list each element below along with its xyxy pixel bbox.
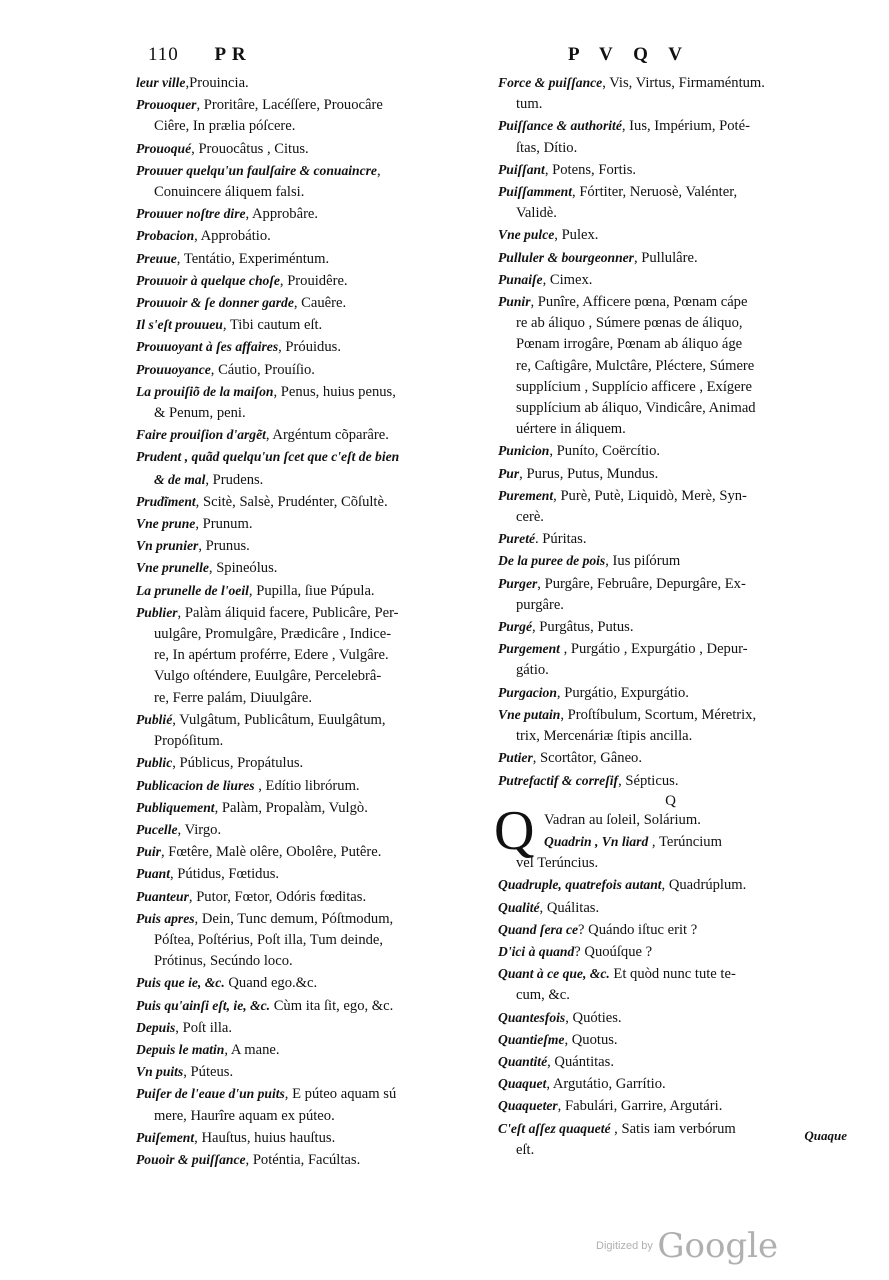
entry [498, 291, 843, 313]
entry-headword: Quand ſera ce [498, 921, 579, 937]
entry [136, 908, 472, 930]
entry-headword: Putier [498, 750, 533, 766]
entry-continuation: gátio. [516, 662, 549, 679]
entry-headword: Prouuer noſtre dire [136, 206, 246, 222]
entry-continuation: re ab áliquo , Súmere pœnas de áliquo, [516, 315, 743, 332]
entry-headword: Vne putain [498, 706, 561, 722]
section-letter: Q [665, 792, 676, 809]
entry-body: Et quòd nunc tute te- [609, 966, 736, 983]
digitized-prefix: Digitized by [596, 1240, 653, 1252]
entry [136, 336, 472, 358]
entry [136, 841, 472, 863]
entry [498, 485, 843, 507]
entry-headword: Vne prune [136, 516, 196, 532]
entry [136, 1127, 472, 1149]
entry-continuation: Prótinus, Secúndo loco. [154, 953, 293, 970]
entry-headword: Prudĩment [136, 493, 196, 509]
entry-continuation: uértere in áliquem. [516, 421, 626, 438]
entry-continuation: tum. [516, 96, 543, 113]
entry-headword: Puiſſance & authorité [498, 118, 622, 134]
entry-body: ? Quándo iſtuc erit ? [578, 921, 698, 938]
entry-body: , Edítio librórum. [254, 777, 360, 794]
entry [498, 159, 843, 181]
entry-continuation: mere, Haurîre aquam ex púteo. [154, 1107, 335, 1124]
entry [498, 682, 843, 704]
entry-body: , Prunus. [198, 538, 250, 555]
entry-continuation: Pœnam irrogâre, Pœnam ab áliquo áge [516, 336, 743, 353]
entry-headword: Faire prouiſion d'argẽt [136, 427, 266, 443]
entry-body: , Pullulâre. [633, 249, 698, 266]
entry [136, 491, 472, 513]
entry-headword: La prunelle de l'oeil [136, 582, 249, 598]
digitized-watermark [596, 1226, 778, 1266]
entry-continuation: cum, &c. [516, 987, 570, 1004]
entry [136, 513, 472, 535]
entry-body: , Prouocâtus , Citus. [191, 140, 309, 157]
entry-body: Quand ego.&c. [224, 975, 318, 992]
entry-headword: Pur [498, 465, 520, 481]
entry-headword: Putrefactif & correſif [498, 772, 619, 788]
entry [498, 1051, 843, 1073]
entry-headword: Puis que ie, &c. [136, 975, 225, 991]
entry-body: , Argéntum cõparâre. [265, 427, 389, 444]
entry [498, 941, 843, 963]
entry-body: , Fœtêre, Malè olêre, Obolêre, Putêre. [160, 844, 382, 861]
entry-headword: Vne pulce [498, 227, 555, 243]
entry-body: , Sépticus. [618, 772, 679, 789]
entry [498, 115, 843, 137]
entry-continuation: supplícium , Supplício afficere , Exígere [516, 378, 753, 395]
google-logo: Google [657, 1226, 779, 1266]
entry [498, 831, 843, 853]
entry [498, 919, 843, 941]
entry [136, 819, 472, 841]
entry [136, 1039, 472, 1061]
entry-body: Cùm ita ſit, ego, &c. [270, 997, 394, 1014]
entry-headword: Vn prunier [136, 538, 199, 554]
entry-body: , Quotus. [564, 1031, 618, 1048]
entry-continuation: Ciêre, In prælia póſcere. [154, 118, 296, 135]
entry [136, 1061, 472, 1083]
entry-body: , E púteo aquam sú [284, 1086, 397, 1103]
entry-body: , Terúncium [648, 833, 722, 850]
entry [136, 775, 472, 797]
entry-continuation: uulgâre, Promulgâre, Prædicâre , Indice- [154, 626, 392, 643]
entry-body: , Approbátio. [194, 228, 271, 245]
entry [136, 709, 472, 731]
entry-body: , Purgátio , Expurgátio , Depur- [559, 641, 748, 658]
entry [136, 886, 472, 908]
entry-continuation: trix, Mercenáriæ ſtipis ancilla. [516, 728, 693, 745]
entry [498, 181, 843, 203]
entry-headword: Depuis le matin [136, 1041, 225, 1057]
entry-headword: Depuis [136, 1019, 176, 1035]
entry-body: , Palàm áliquid facere, Publicâre, Per- [177, 604, 399, 621]
entry-body: , Puníto, Coërcítio. [549, 443, 661, 460]
entry-headword: Prouuoir à quelque choſe [136, 272, 280, 288]
entry [136, 863, 472, 885]
entry [136, 292, 472, 314]
entry [498, 269, 843, 291]
entry-continuation: Validè. [516, 205, 557, 222]
q-section-start [494, 799, 843, 862]
entry-headword: C'eſt aſſez quaqueté [498, 1120, 611, 1136]
entry-headword: Quadruple, quatrefois autant [498, 877, 662, 893]
entry-headword: Prouuoir & ſe donner garde [136, 295, 294, 311]
entry [498, 874, 843, 896]
left-column [136, 72, 472, 1171]
entry-headword: Publier [136, 604, 178, 620]
entry-headword: Vn puits [136, 1064, 184, 1080]
entry [136, 995, 472, 1017]
entry-headword: & de mal [154, 471, 206, 487]
entry-body: , Púteus. [183, 1064, 234, 1081]
entry-headword: Public [136, 755, 173, 771]
entry-body: , Pútidus, Fœtidus. [170, 866, 280, 883]
entry-headword: Qualité [498, 899, 540, 915]
entry-continuation: re, In apértum proférre, Edere , Vulgâre. [154, 647, 389, 664]
entry-body: , Purgâre, Februâre, Depurgâre, Ex- [537, 575, 746, 592]
entry [498, 963, 843, 985]
drop-cap: Q [494, 799, 535, 862]
entry-headword: Punaiſe [498, 271, 543, 287]
entry-headword: Quant à ce que, &c. [498, 966, 610, 982]
entry-headword: Puir [136, 844, 161, 860]
entry-body: , Pulex. [554, 227, 599, 244]
entry-headword: Probacion [136, 228, 195, 244]
entry-headword: Pucelle [136, 821, 178, 837]
entry-headword: Prouuer quelqu'un faulſaire & conuaincre [136, 162, 377, 178]
entry-headword: Quadrin , Vn liard [544, 833, 649, 849]
entry-headword: Prouoqué [136, 140, 192, 156]
entry [136, 225, 472, 247]
entry-body: , Palàm, Propalàm, Vulgò. [214, 799, 368, 816]
entry-headword: Punir [498, 294, 531, 310]
entry-body: , Scitè, Salsè, Prudénter, Cõſultè. [195, 493, 388, 510]
entry-continuation: vel Terúncius. [516, 855, 599, 872]
entry-body: , Argutátio, Garrítio. [546, 1076, 666, 1093]
entry-body: , Vis, Virtus, Firmaméntum. [602, 75, 765, 91]
entry-headword: Publicacion de liures [136, 777, 255, 793]
entry [136, 424, 472, 446]
entry [498, 770, 843, 792]
entry-headword: Il s'eſt prouueu [136, 317, 223, 333]
entry-headword: Quaquet [498, 1076, 547, 1092]
entry-headword: Prouoquer [136, 97, 197, 113]
entry-continuation: cerè. [516, 509, 544, 526]
entry [136, 72, 472, 94]
entry [136, 203, 472, 225]
entry-body: , Ius piſórum [605, 553, 681, 570]
entry-body: , Scortâtor, Gâneo. [532, 750, 642, 767]
entry-body: , Proſtíbulum, Scortum, Méretrix, [560, 706, 757, 723]
entry-continuation: & Penum, peni. [154, 405, 246, 422]
entry [136, 602, 472, 624]
entry-headword: Puanteur [136, 888, 189, 904]
catchword: Quaque [804, 1128, 847, 1143]
right-column [494, 72, 843, 1161]
entry [136, 138, 472, 160]
entry-continuation: Conuincere áliquem falsi. [154, 184, 305, 201]
entry-body: Vadran au ſoleil, Solárium. [544, 811, 701, 828]
entry-headword: Puiſement [136, 1129, 195, 1145]
entry [136, 535, 472, 557]
entry [136, 1149, 472, 1171]
entry-body: , Ius, Impérium, Poté- [621, 118, 750, 135]
entry-body: , Purgâtus, Putus. [531, 619, 634, 636]
entry [498, 1007, 843, 1029]
entry [498, 747, 843, 769]
entry-headword: Force & puiſſance [498, 75, 603, 90]
entry-body: , Putor, Fœtor, Odóris fœditas. [188, 888, 367, 905]
entry-body: , Spineólus. [208, 560, 278, 577]
entry [136, 797, 472, 819]
entry [498, 440, 843, 462]
entry-headword: Quaqueter [498, 1098, 558, 1114]
entry-continuation: supplícium ab áliquo, Vindicâre, Animad [516, 400, 756, 417]
entry-headword: Purger [498, 575, 538, 591]
entry [136, 557, 472, 579]
entry [136, 248, 472, 270]
entry [498, 1029, 843, 1051]
entry-body: , Virgo. [177, 821, 222, 838]
right-entries [498, 72, 843, 792]
entry [136, 1083, 472, 1105]
entry [136, 270, 472, 292]
entry-headword: Publiquement [136, 799, 215, 815]
entry-headword: Prudent , quãd quelqu'un ſcet que c'eſt de bien [136, 449, 400, 465]
entry-body: , Quántitas. [547, 1053, 614, 1070]
page-header-left [148, 44, 247, 66]
entry [136, 469, 472, 491]
entry-body: , Tentátio, Experiméntum. [176, 250, 330, 267]
entry [136, 752, 472, 774]
entry-body: ? Quoúſque ? [574, 943, 653, 960]
q-entries [498, 853, 843, 1161]
entry-body: , Quálitas. [539, 899, 600, 916]
entry-headword: Purement [498, 487, 554, 503]
entry-headword: Pouoir & puiſſance [136, 1151, 246, 1167]
entry [136, 972, 472, 994]
page-number: 110 [148, 44, 179, 65]
entry-body: , Fabulári, Garrire, Argutári. [557, 1098, 723, 1115]
entry-body: , [376, 162, 381, 179]
entry-headword: De la puree de pois [498, 553, 606, 569]
entry-headword: Puiſer de l'eaue d'un puits [136, 1086, 285, 1102]
entry-headword: La prouiſiõ de la maiſon [136, 383, 274, 399]
entry [498, 573, 843, 595]
entry-body: , Purus, Putus, Mundus. [519, 465, 659, 482]
entry-body: , Dein, Tunc demum, Póſtmodum, [194, 910, 394, 927]
entry-headword: Quantité [498, 1053, 548, 1069]
entry [498, 1073, 843, 1095]
entry-headword: Punicion [498, 443, 550, 459]
entry-continuation: Propóſitum. [154, 733, 224, 750]
entry-body: , Tibi cautum eſt. [222, 317, 323, 334]
entry-body: , Hauſtus, huius hauſtus. [194, 1129, 336, 1146]
entry-headword: leur ville [136, 75, 186, 90]
entry-body: , Satis iam verbórum [610, 1120, 736, 1137]
entry [498, 72, 843, 94]
entry-headword: Prouuoyant à ſes affaires [136, 339, 279, 355]
entry [136, 381, 472, 403]
entry-headword: Purgement [498, 641, 560, 657]
entry [136, 446, 472, 468]
entry [136, 94, 472, 116]
entry-body: , Approbâre. [245, 206, 319, 223]
entry-continuation: re, Caſtigâre, Mulctâre, Pléctere, Súmere [516, 357, 755, 374]
entry-headword: Prouuoyance [136, 361, 211, 377]
entry-body: , Cauêre. [293, 295, 347, 312]
entry-body: , A mane. [224, 1041, 280, 1058]
entry-body: , Poſt illa. [175, 1019, 233, 1036]
entry [498, 247, 843, 269]
entry-headword: Pulluler & bourgeonner [498, 249, 634, 265]
entry-body: , Penus, huius penus, [273, 383, 396, 400]
entry [498, 704, 843, 726]
running-head-right: P V Q V [568, 44, 683, 65]
entry-body: . Púritas. [535, 531, 587, 548]
entry [498, 224, 843, 246]
entry-headword: Publié [136, 711, 173, 727]
entry [498, 638, 843, 660]
entry [136, 580, 472, 602]
entry-body: , Prudens. [205, 471, 264, 488]
entry-body: , Quóties. [565, 1009, 622, 1026]
entry [136, 160, 472, 182]
entry-headword: Puiſſant [498, 161, 545, 177]
entry-body: , Potens, Fortis. [544, 161, 637, 178]
entry-headword: Purgacion [498, 684, 557, 700]
entry-body: , Fórtiter, Neruosè, Valénter, [572, 184, 738, 201]
entry [136, 359, 472, 381]
entry-body: , Pupilla, ſiue Púpula. [248, 582, 375, 599]
entry [136, 1017, 472, 1039]
entry-body: , Próuidus. [278, 339, 341, 356]
entry [498, 550, 843, 572]
entry [498, 616, 843, 638]
entry-continuation: ſtas, Dítio. [516, 139, 578, 156]
entry-body: , Punîre, Afficere pœna, Pœnam cápe [530, 294, 748, 311]
entry [498, 528, 843, 550]
entry-body: , Cáutio, Prouíſio. [210, 361, 315, 378]
entry-headword: Pureté [498, 531, 535, 547]
entry [498, 810, 843, 831]
entry-body: , Proritâre, Lacéſſere, Prouocâre [196, 97, 383, 114]
entry-body: , Poténtia, Facúltas. [245, 1151, 361, 1168]
entry-body: , Cimex. [542, 271, 593, 288]
entry-headword: Quantieſme [498, 1031, 565, 1047]
entry [498, 897, 843, 919]
entry-headword: Preuue [136, 250, 177, 266]
entry-headword: Vne prunelle [136, 560, 209, 576]
entry-continuation: Póſtea, Poſtérius, Poſt illa, Tum deinde, [154, 931, 384, 948]
entry-body: , Purè, Putè, Liquidò, Merè, Syn- [553, 487, 747, 504]
entry-body: , Vulgâtum, Publicâtum, Euulgâtum, [172, 711, 386, 728]
entry-headword: Puiſſamment [498, 184, 573, 200]
entry-continuation: eſt. [516, 1141, 535, 1158]
running-head-left: P R [214, 44, 247, 65]
entry-body: , Prouidêre. [279, 272, 348, 289]
entry-headword: Quantesfois [498, 1009, 566, 1025]
entry-body: , Quadrúplum. [661, 877, 747, 894]
entry-headword: Puis qu'ainſi eſt, ie, &c. [136, 997, 271, 1013]
entry-headword: Puant [136, 866, 170, 882]
entry-continuation: purgâre. [516, 596, 564, 613]
entry [498, 463, 843, 485]
entry-headword: D'ici à quand [498, 943, 575, 959]
entry-body: , Públicus, Propátulus. [172, 755, 304, 772]
entry-continuation: re, Ferre palám, Diuulgâre. [154, 689, 313, 706]
entry-continuation: Vulgo oſténdere, Euulgâre, Percelebrâ- [154, 668, 382, 685]
entry [136, 314, 472, 336]
entry-body: , Prunum. [195, 516, 253, 533]
entry [498, 1095, 843, 1117]
entry [498, 1118, 843, 1140]
entry-body: ,Prouincia. [185, 75, 249, 91]
entry-headword: Purgé [498, 619, 532, 635]
entry-headword: Puis apres [136, 910, 195, 926]
entry-body: , Purgátio, Expurgátio. [556, 684, 689, 701]
